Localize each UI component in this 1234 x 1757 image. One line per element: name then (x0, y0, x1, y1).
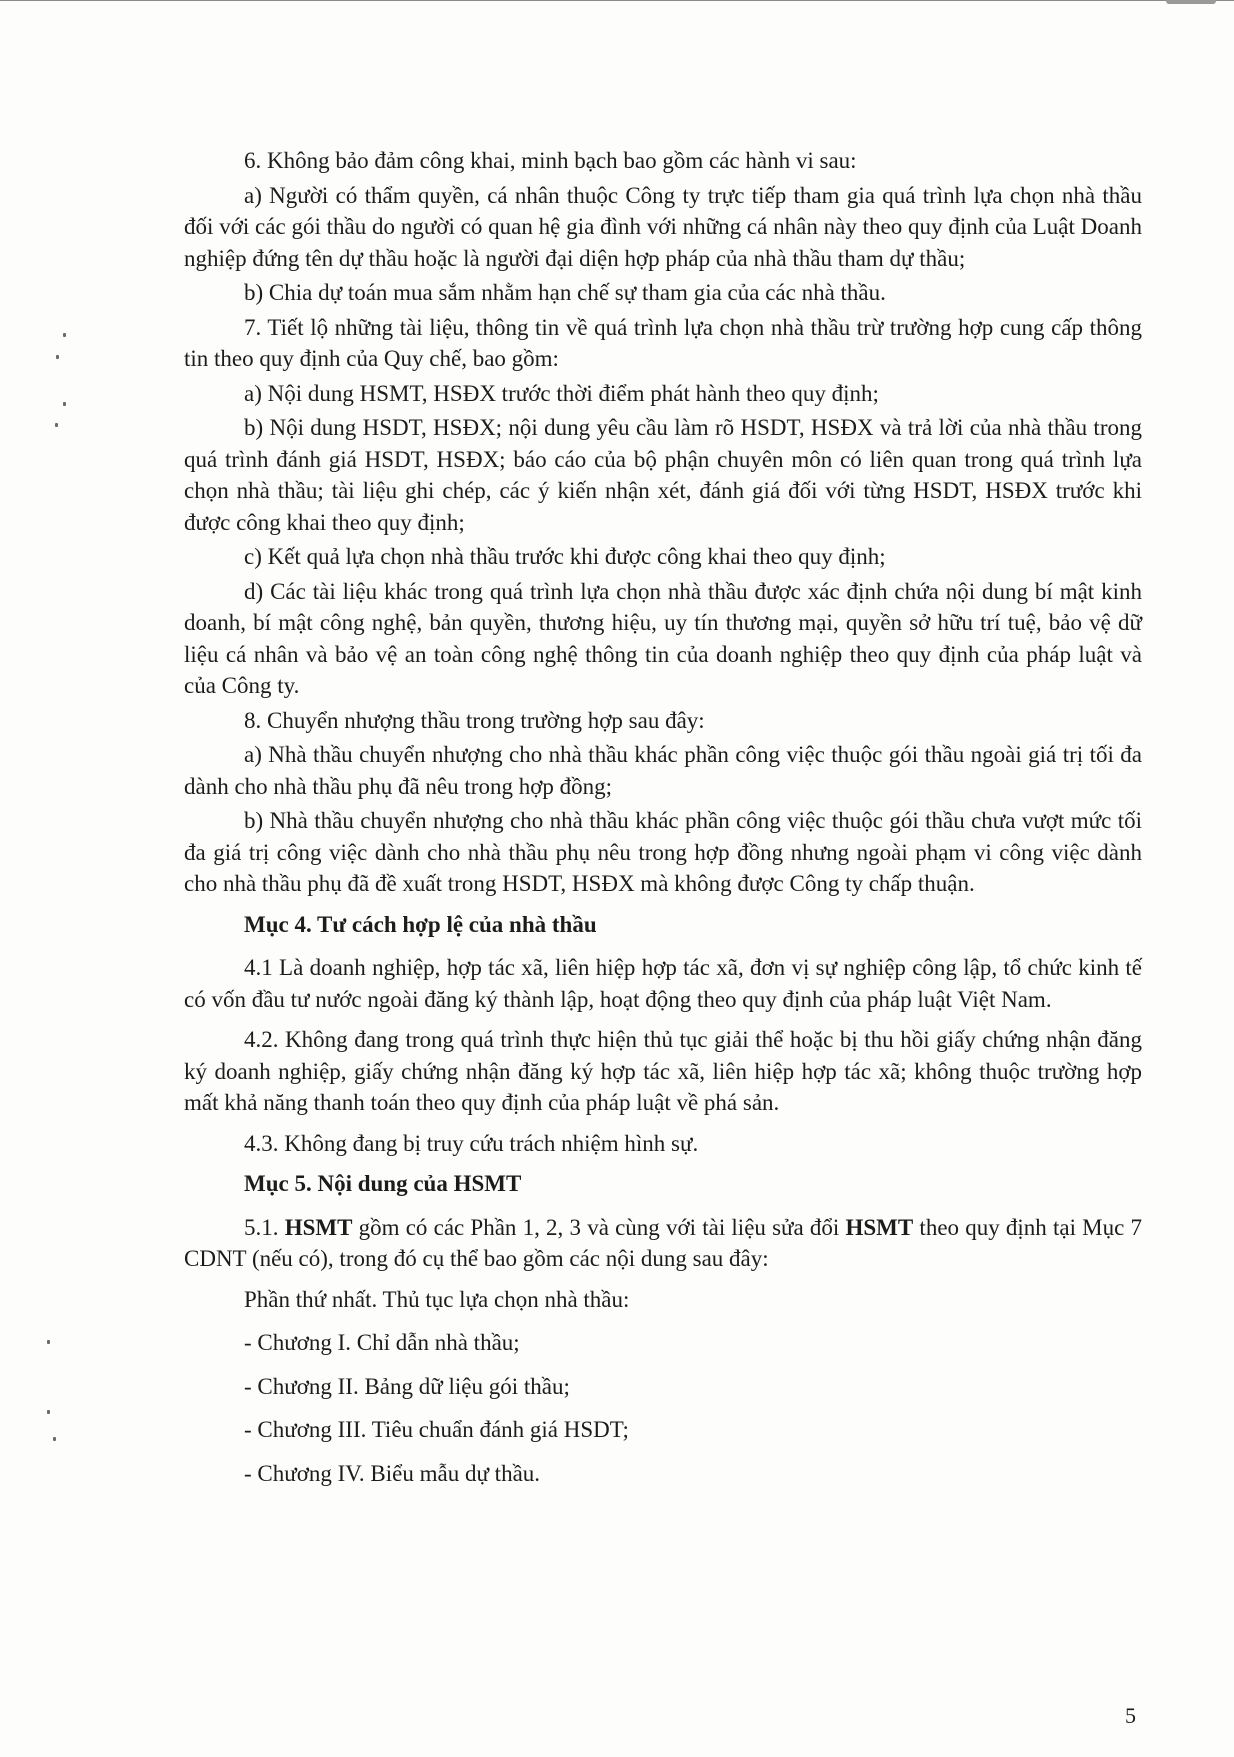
scan-top-edge (0, 0, 1234, 1)
scan-speck (47, 1410, 50, 1414)
scan-speck (63, 402, 66, 406)
list-item: - Chương II. Bảng dữ liệu gói thầu; (244, 1373, 570, 1399)
paragraph: c) Kết quả lựa chọn nhà thầu trước khi được công khai theo quy định; (244, 544, 886, 569)
paragraph: a) Người có thẩm quyền, cá nhân thuộc Công ty trực tiếp tham gia quá trình lựa chọn nhà thầu đối với các gói thầu do người có quan hệ gia đình với những cá nhân này theo quy định của Luật Doanh nghiệp đứng tên dự thầu hoặc là người đại diện hợp pháp của nhà thầu tham dự thầu; (184, 182, 1142, 271)
scan-corner-mark (1166, 0, 1216, 4)
list-item: Phần thứ nhất. Thủ tục lựa chọn nhà thầu: (244, 1286, 630, 1312)
paragraph: d) Các tài liệu khác trong quá trình lựa chọn nhà thầu được xác định chứa nội dung bí mật kinh doanh, bí mật công nghệ, bản quyền, thương hiệu, uy tín thương mại, quyền sở hữu trí tuệ, bảo vệ dữ liệu cá nhân và bảo vệ an toàn công nghệ thông tin của doanh nghiệp theo quy định của pháp luật và của Công ty. (184, 578, 1142, 698)
list-item: - Chương I. Chỉ dẫn nhà thầu; (244, 1330, 520, 1355)
paragraph: b) Nhà thầu chuyển nhượng cho nhà thầu khác phần công việc thuộc gói thầu chưa vượt mức tối đa giá trị công việc dành cho nhà thầu phụ nêu trong hợp đồng nhưng ngoài phạm vi công việc dành cho nhà thầu phụ đã đề xuất trong HSDT, HSĐX mà không được Công ty chấp thuận. (184, 808, 1142, 896)
paragraph: 6. Không bảo đảm công khai, minh bạch bao gồm các hành vi sau: (244, 148, 857, 173)
scan-speck (55, 423, 58, 427)
scan-speck (53, 1437, 56, 1441)
paragraph: 4.2. Không đang trong quá trình thực hiện thủ tục giải thể hoặc bị thu hồi giấy chứng nhận đăng ký doanh nghiệp, giấy chứng nhận đăng ký hợp tác xã, liên hiệp hợp tác xã; không thuộc trường hợp mất khả năng thanh toán theo quy định của pháp luật về phá sản. (184, 1027, 1142, 1115)
paragraph: a) Nhà thầu chuyển nhượng cho nhà thầu khác phần công việc thuộc gói thầu ngoài giá trị tối đa dành cho nhà thầu phụ đã nêu trong hợp đồng; (184, 742, 1142, 799)
page-number: 5 (1125, 1703, 1136, 1728)
paragraph: a) Nội dung HSMT, HSĐX trước thời điểm phát hành theo quy định; (244, 380, 879, 406)
document-body (184, 145, 1142, 1501)
paragraph: 8. Chuyển nhượng thầu trong trường hợp sau đây: (244, 707, 705, 733)
scan-speck (63, 333, 66, 337)
para-text: gồm có các Phần 1, 2, 3 và cùng với tài liệu sửa đổi (352, 1214, 846, 1240)
bold-term: HSMT (284, 1214, 353, 1240)
list-item: - Chương IV. Biểu mẫu dự thầu. (244, 1460, 541, 1486)
paragraph: 7. Tiết lộ những tài liệu, thông tin về quá trình lựa chọn nhà thầu trừ trường hợp cung cấp thông tin theo quy định của Quy chế, bao gồm: (184, 314, 1142, 371)
para-text: theo quy định tại Mục 7 CDNT (nếu có), trong đó cụ thể bao gồm các nội dung sau đây: (184, 1214, 1143, 1271)
paragraph: 4.3. Không đang bị truy cứu trách nhiệm hình sự. (244, 1130, 699, 1156)
section-heading: Mục 4. Tư cách hợp lệ của nhà thầu (244, 911, 597, 937)
section-heading: Mục 5. Nội dung của HSMT (244, 1171, 522, 1196)
list-item: - Chương III. Tiêu chuẩn đánh giá HSDT; (244, 1417, 629, 1442)
paragraph: b) Chia dự toán mua sắm nhằm hạn chế sự tham gia của các nhà thầu. (244, 280, 886, 305)
scan-speck (56, 355, 59, 359)
paragraph: 4.1 Là doanh nghiệp, hợp tác xã, liên hiệp hợp tác xã, đơn vị sự nghiệp công lập, tổ chức kinh tế có vốn đầu tư nước ngoài đăng ký thành lập, hoạt động theo quy định của pháp luật Việt Nam. (184, 955, 1142, 1012)
paragraph (184, 1212, 1142, 1275)
paragraph: b) Nội dung HSDT, HSĐX; nội dung yêu cầu làm rõ HSDT, HSĐX và trả lời của nhà thầu trong quá trình đánh giá HSDT, HSĐX; báo cáo của bộ phận chuyên môn có liên quan trong quá trình lựa chọn nhà thầu; tài liệu ghi chép, các ý kiến nhận xét, đánh giá đối với từng HSDT, HSĐX trước khi được công khai theo quy định; (184, 415, 1142, 535)
scan-speck (47, 1340, 50, 1344)
para-prefix: 5.1. (244, 1214, 285, 1240)
bold-term: HSMT (845, 1214, 914, 1240)
